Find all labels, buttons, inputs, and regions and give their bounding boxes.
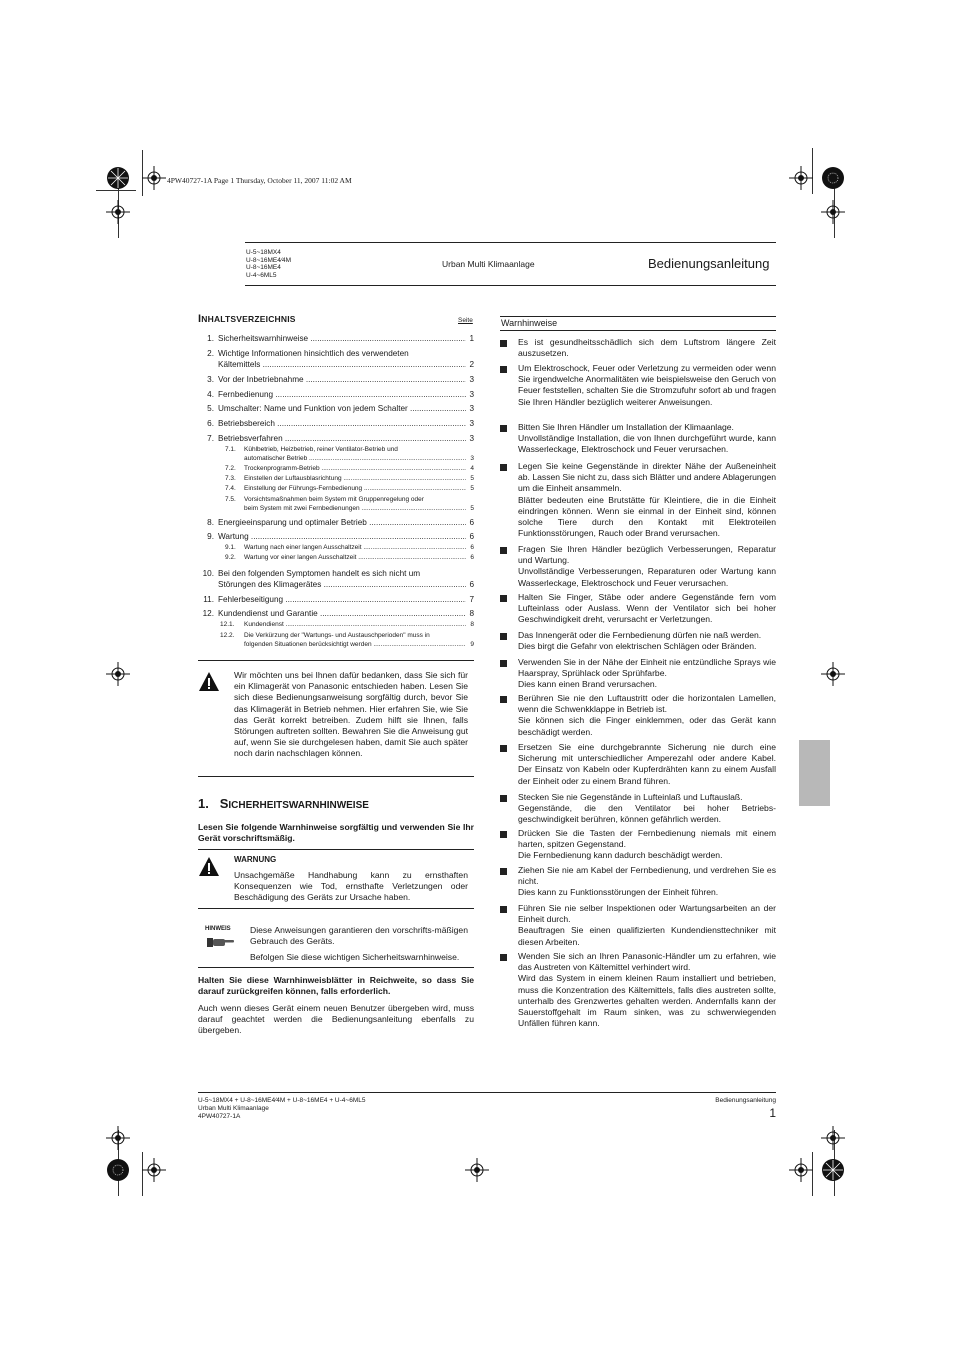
toc-entry[interactable]: 11. Fehlerbeseitigung ..... 7 [198, 594, 474, 605]
toc-subentry[interactable]: 9.1. Wartung nach einer langen Ausschaltzeit ..... 6 [225, 544, 474, 552]
header-models [246, 249, 291, 279]
footer-doc-number: 4PW40727-1A [198, 1113, 241, 1120]
note-rule-bottom [198, 776, 474, 777]
toc-subentry[interactable]: 7.4. Einstellung der Führungs-Fernbedienung ..... 5 [225, 485, 474, 493]
toc-subentry[interactable]: automatischer Betrieb ..... 3 [244, 455, 474, 463]
table-of-contents [198, 333, 474, 653]
toc-subentry-line1: 7.5. Vorsichtsmaßnahmen beim System mit Gruppenregelung oder [225, 496, 424, 503]
toc-subentry[interactable]: 9.2. Wartung vor einer langen Ausschaltzeit ..... 6 [225, 554, 474, 562]
toc-entry[interactable]: 4. Fernbedienung ..... 3 [198, 389, 474, 400]
header-doc-title: Bedienungsanleitung [648, 256, 770, 271]
crosshair-mark-icon [106, 662, 130, 686]
header-rule-top [245, 242, 776, 243]
closing-text: Auch wenn dieses Gerät einem neuen Benutzer übergeben wird, muss darauf geachtet werden die Bedienungsanleitung ebenfalls zu übergeben. [198, 1003, 474, 1036]
section-title: 1. SICHERHEITSWARNHINWEISE [198, 796, 369, 811]
hinweis-label: HINWEIS [205, 926, 231, 932]
toc-subentry[interactable]: 7.3. Einstellen der Luftausblasrichtung ..... 5 [225, 475, 474, 483]
note-rule-top [198, 660, 474, 661]
print-slug: 4PW40727-1A Page 1 Thursday, October 11, 2007 11:02 AM [167, 176, 352, 185]
toc-entry-line1: Wichtige Informationen hinsichtlich des verwendeten [218, 349, 409, 358]
footer-models: U-5~18MX4 + U-8~16ME4⁄4M + U-8~16ME4 + U-4~6ML5 [198, 1097, 366, 1104]
warning-rule-bottom [198, 908, 474, 909]
keep-note: Halten Sie diese Warnhinweisblätter in Reichweite, so dass Sie darauf zurückgreifen können, falls erforderlich. [198, 975, 474, 997]
toc-subentry-line1: 7.1. Kühlbetrieb, Heizbetrieb, reiner Ventilator-Betrieb und [225, 446, 398, 453]
warning-text: Unsachgemäße Handhabung kann zu ernsthaften Konsequenzen wie Tod, ernsthafte Verletzungen oder Beschädigung des Geräts zur Ursache haben. [234, 870, 468, 903]
toc-entry[interactable]: 1. Sicherheitswarnhinweise ..... 1 [198, 333, 474, 344]
chapter-tab-marker [799, 740, 830, 806]
registration-mark-icon [821, 1158, 845, 1182]
header-product: Urban Multi Klimaanlage [442, 259, 535, 269]
crosshair-mark-icon [106, 1126, 130, 1150]
crop-mark [96, 190, 136, 191]
toc-entry[interactable]: 6. Betriebsbereich ..... 3 [198, 418, 474, 429]
hinweis-text: Diese Anweisungen garantieren den vorschrifts-mäßigen Gebrauch des Geräts. [250, 925, 468, 947]
model-line: U-4~6ML5 [246, 271, 277, 279]
hinweis-rule-bottom [198, 967, 474, 968]
footer-left [198, 1097, 365, 1121]
crosshair-mark-icon [821, 662, 845, 686]
footer-doc-title: Bedienungsanleitung [715, 1097, 776, 1104]
footer-rule [198, 1092, 776, 1093]
toc-entry[interactable]: 7. Betriebsverfahren ..... 3 [198, 433, 474, 444]
model-line: U-8~16ME4 [246, 264, 281, 271]
warning-triangle-icon [198, 671, 220, 693]
registration-mark-icon [106, 1158, 130, 1182]
crosshair-mark-icon [142, 1158, 166, 1182]
model-line: U-5~18MX4 [246, 249, 281, 256]
toc-entry[interactable]: 5. Umschalter: Name und Funktion von jedem Schalter ..... 3 [198, 403, 474, 414]
registration-mark-icon [821, 166, 845, 190]
toc-title: INHALTSVERZEICHNIS [198, 313, 296, 325]
toc-subentry[interactable]: folgenden Situationen berücksichtigt werden ..... 9 [244, 641, 474, 649]
hinweis-text: Befolgen Sie diese wichtigen Sicherheitswarnhinweise. [250, 952, 460, 962]
intro-note: Wir möchten uns bei Ihnen dafür bedanken, dass Sie sich für ein Klimagerät von Panasonic entschieden haben. Lesen Sie sich diese Bedienungsanweisung sorgfältig durch, bevor Sie das Klimagerät in Betrieb nehmen. Hier erfahren Sie, wie Sie das Gerät korrekt betreiben. Zudem hilft sie Ihnen, falls Störungen auftreten sollten. Bewahren Sie die Anweisung gut auf, wenn Sie sie durchgelesen haben, damit Sie auch später noch darin nachschlagen können. [234, 670, 468, 759]
warning-rule-top [198, 849, 474, 850]
warning-triangle-icon [198, 856, 220, 878]
toc-entry[interactable]: 3. Vor der Inbetriebnahme ..... 3 [198, 374, 474, 385]
warning-label: WARNUNG [234, 855, 277, 864]
toc-subentry[interactable]: beim System mit zwei Fernbedienungen ..... 5 [244, 505, 474, 513]
toc-entry[interactable]: 12. Kundendienst und Garantie ..... 8 [198, 608, 474, 619]
section-lead: Lesen Sie folgende Warnhinweise sorgfältig und verwenden Sie Ihr Gerät vorschriftsmäßig. [198, 822, 474, 844]
crosshair-mark-icon [821, 200, 845, 224]
pointing-hand-icon [207, 935, 235, 949]
crosshair-mark-icon [465, 1158, 489, 1182]
warnings-rule-bottom [500, 330, 776, 331]
crosshair-mark-icon [821, 1126, 845, 1150]
warnings-rule-top [500, 316, 776, 317]
page-number: 1 [769, 1106, 776, 1120]
header-rule-bottom [245, 285, 776, 286]
crosshair-mark-icon [789, 1158, 813, 1182]
toc-subentry[interactable]: 12.1. Kundendienst ..... 8 [220, 621, 474, 629]
toc-entry-line1: Bei den folgenden Symptomen handelt es sich nicht um [218, 569, 421, 578]
toc-page-label: Seite [458, 317, 473, 324]
crosshair-mark-icon [142, 166, 166, 190]
toc-entry[interactable]: 8. Energieeinsparung und optimaler Betrieb ..... 6 [198, 517, 474, 528]
registration-mark-icon [106, 166, 130, 190]
crosshair-mark-icon [106, 200, 130, 224]
toc-entry[interactable]: 9. Wartung ..... 6 [198, 531, 474, 542]
toc-entry[interactable]: 10. Störungen des Klimagerätes ..... 6 [198, 579, 474, 590]
toc-subentry[interactable]: 7.2. Trockenprogramm-Betrieb ..... 4 [225, 465, 474, 473]
crosshair-mark-icon [789, 166, 813, 190]
toc-entry[interactable]: 2. Kältemittels ..... 2 [198, 359, 474, 370]
warnings-title: Warnhinweise [501, 318, 558, 328]
toc-subentry-line1: 12.2. Die Verkürzung der "Wartungs- und Austauschperioden" muss in [220, 632, 430, 639]
footer-product: Urban Multi Klimaanlage [198, 1105, 269, 1112]
model-line: U-8~16ME4⁄4M [246, 256, 291, 264]
